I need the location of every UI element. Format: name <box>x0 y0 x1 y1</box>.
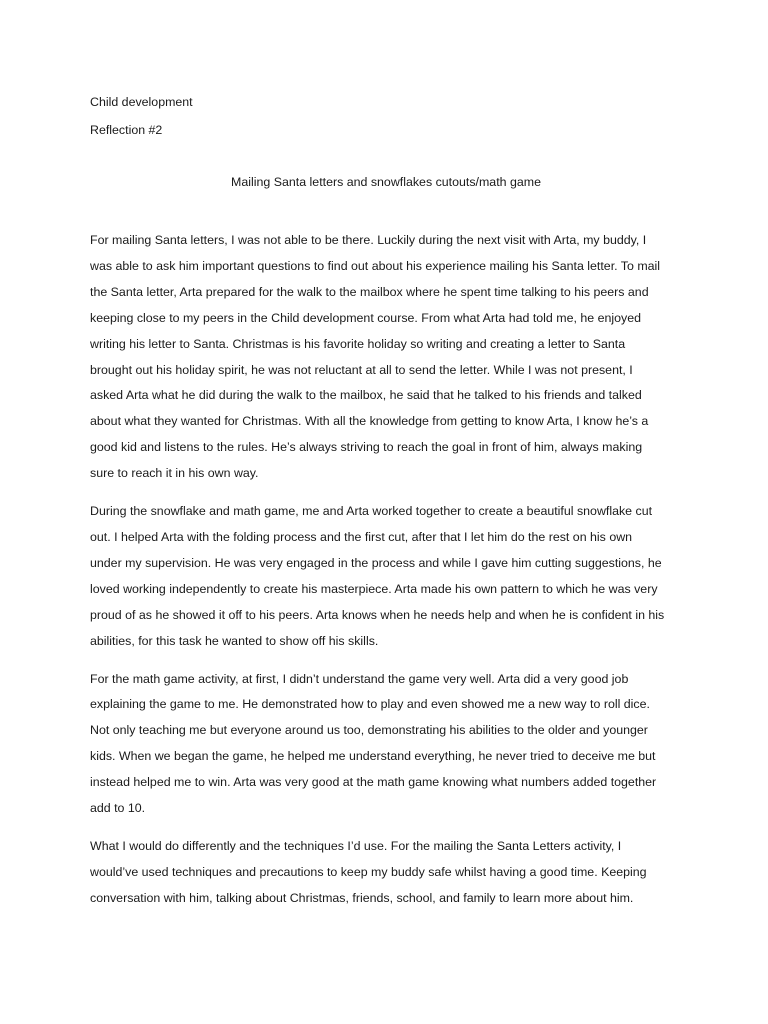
text-line: would’ve used techniques and precautions to keep my buddy safe whilst having a good time. Keeping <box>90 864 647 879</box>
text-line: For the math game activity, at first, I didn’t understand the game very well. Arta did a very good job <box>90 671 629 686</box>
text-line: Not only teaching me but everyone around us too, demonstrating his abilities to the older and younger <box>90 723 648 738</box>
text-line: sure to reach it in his own way. <box>90 466 259 481</box>
text-line: keeping close to my peers in the Child development course. From what Arta had told me, he enjoyed <box>90 310 641 325</box>
text-line: under my supervision. He was very engaged in the process and while I gave him cutting suggestions, he <box>90 555 662 570</box>
text-line: add to 10. <box>90 801 146 816</box>
text-line: instead helped me to win. Arta was very good at the math game knowing what numbers added together <box>90 775 657 790</box>
text-line: proud of as he showed it off to his peers. Arta knows when he needs help and when he is confident in his <box>90 607 665 622</box>
text-line: loved working independently to create his masterpiece. Arta made his own pattern to which he was very <box>90 581 658 596</box>
reflection-number: Reflection #2 <box>90 123 163 137</box>
text-line: good kid and listens to the rules. He’s always striving to reach the goal in front of him, always making <box>90 440 643 455</box>
document-title: Mailing Santa letters and snowflakes cutouts/math game <box>231 175 541 189</box>
text-line: During the snowflake and math game, me and Arta worked together to create a beautiful snowflake cut <box>90 504 653 519</box>
text-line: conversation with him, talking about Christmas, friends, school, and family to learn more about him. <box>90 890 634 905</box>
text-line: What I would do differently and the techniques I’d use. For the mailing the Santa Letters activity, I <box>90 838 622 853</box>
text-line: the Santa letter, Arta prepared for the walk to the mailbox where he spent time talking to his peers and <box>90 284 649 299</box>
text-line: For mailing Santa letters, I was not able to be there. Luckily during the next visit with Arta, my buddy, I <box>90 233 647 247</box>
paragraph-math-game <box>90 667 682 822</box>
text-line: kids. When we began the game, he helped me understand everything, he never tried to deceive me but <box>90 749 656 764</box>
text-line: asked Arta what he did during the walk to the mailbox, he said that he talked to his friends and talked <box>90 388 642 403</box>
text-line: explaining the game to me. He demonstrated how to play and even showed me a new way to roll dice. <box>90 697 650 712</box>
text-line: brought out his holiday spirit, he was not reluctant at all to send the letter. While I was not present, I <box>90 362 633 377</box>
text-line: about what they wanted for Christmas. With all the knowledge from getting to know Arta, I know he’s a <box>90 414 649 429</box>
paragraph-santa-letters <box>90 228 682 487</box>
text-line: writing his letter to Santa. Christmas is his favorite holiday so writing and creating a letter to Santa <box>90 336 626 351</box>
paragraph-differently <box>90 834 682 912</box>
text-line: abilities, for this task he wanted to show off his skills. <box>90 633 379 648</box>
paragraph-snowflake <box>90 499 682 654</box>
text-line: was able to ask him important questions to find out about his experience mailing his Santa letter. To mail <box>90 258 661 273</box>
text-line: out. I helped Arta with the folding process and the first cut, after that I let him do the rest on his own <box>90 529 633 544</box>
document-body <box>90 92 682 924</box>
course-name: Child development <box>90 95 193 109</box>
